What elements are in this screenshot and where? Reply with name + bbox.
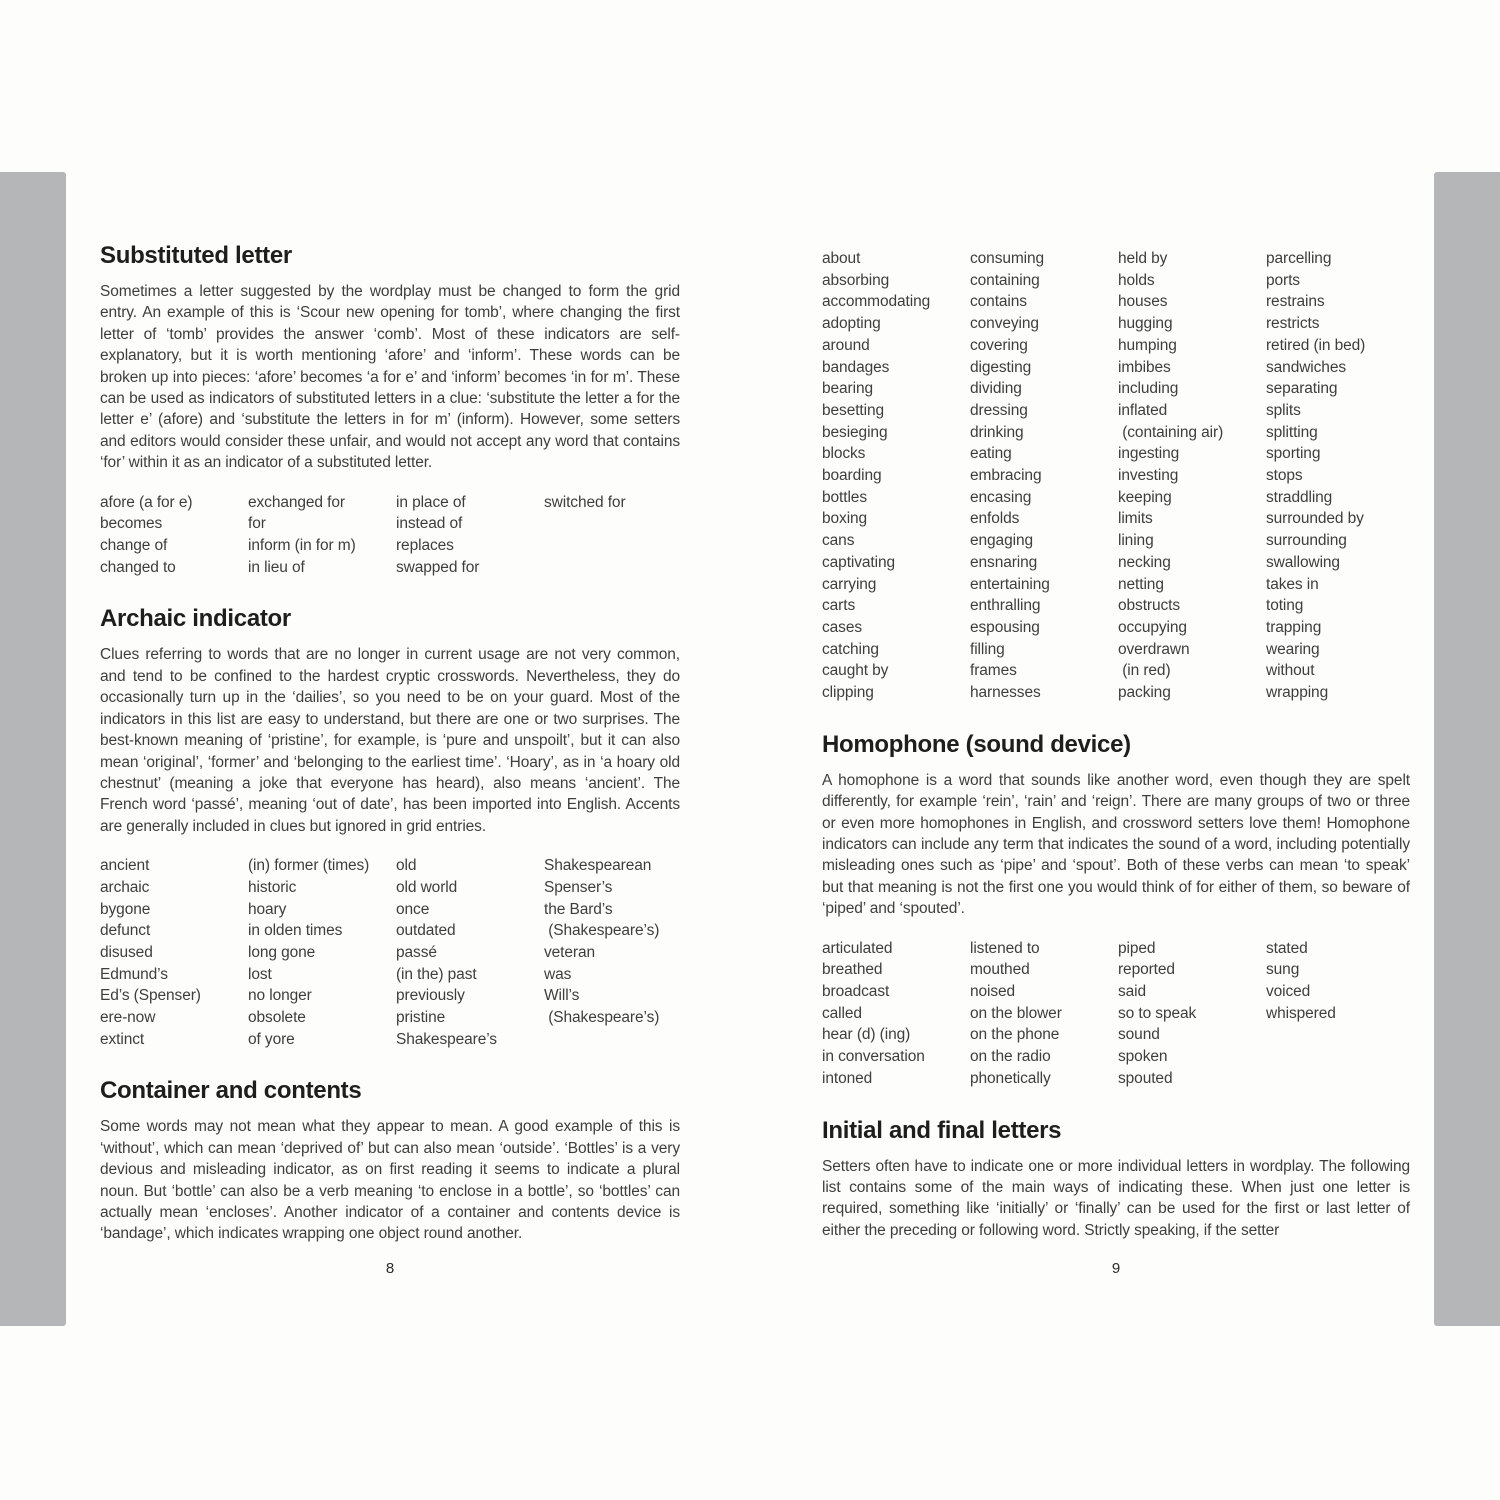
word-item: drinking bbox=[970, 423, 1024, 441]
word-list-homophone bbox=[822, 938, 1410, 1090]
word-item: no longer bbox=[248, 987, 312, 1005]
word-item: clipping bbox=[822, 684, 874, 702]
word-item: replaces bbox=[396, 537, 454, 555]
word-item: defunct bbox=[100, 922, 151, 940]
word-item: on the blower bbox=[970, 1004, 1062, 1022]
word-item: ports bbox=[1266, 271, 1300, 289]
word-item: (Shakespeare’s) bbox=[544, 922, 660, 940]
page-left bbox=[100, 242, 680, 1245]
word-item: obsolete bbox=[248, 1009, 306, 1027]
word-item: pristine bbox=[396, 1009, 446, 1027]
word-item: (containing air) bbox=[1118, 423, 1224, 441]
word-item: trapping bbox=[1266, 618, 1322, 636]
word-item: on the phone bbox=[970, 1026, 1060, 1044]
word-item: entertaining bbox=[970, 575, 1050, 593]
word-item: hugging bbox=[1118, 315, 1173, 333]
word-item: sung bbox=[1266, 961, 1300, 979]
word-item: holds bbox=[1118, 271, 1155, 289]
word-item: catching bbox=[822, 640, 879, 658]
word-list-column bbox=[1118, 938, 1266, 1090]
word-list-column bbox=[822, 248, 970, 704]
word-item: surrounded by bbox=[1266, 510, 1364, 528]
word-item: reported bbox=[1118, 961, 1175, 979]
word-item: said bbox=[1118, 983, 1147, 1001]
word-item: (in the) past bbox=[396, 965, 477, 983]
word-item: (Shakespeare’s) bbox=[544, 1009, 660, 1027]
word-item: spoken bbox=[1118, 1048, 1168, 1066]
word-item: embracing bbox=[970, 467, 1042, 485]
word-item: inflated bbox=[1118, 401, 1168, 419]
body-homophone: A homophone is a word that sounds like another word, even though they are spelt differently, for example ‘rein’, ‘rain’ and ‘reign’. There are many groups of two or three or even more homophones in English, and crossword setters love them! Homophone indicators can include any term that indicates the sound of a word, including potentially misleading ones such as ‘pipe’ and ‘spout’. Both of these verbs can mean ‘to speak’ but that meaning is not the first one you would think of for either of them, so beware of ‘piped’ and ‘spouted’. bbox=[822, 771, 1410, 918]
word-item: lost bbox=[248, 965, 272, 983]
word-item: filling bbox=[970, 640, 1005, 658]
word-item: cases bbox=[822, 618, 862, 636]
word-item: obstructs bbox=[1118, 597, 1180, 615]
word-item: sound bbox=[1118, 1026, 1160, 1044]
word-list-archaic-indicator bbox=[100, 855, 680, 1050]
word-item: retired (in bed) bbox=[1266, 336, 1366, 354]
word-item: exchanged for bbox=[248, 493, 345, 511]
word-item: takes in bbox=[1266, 575, 1319, 593]
word-item: so to speak bbox=[1118, 1004, 1197, 1022]
body-substituted-letter: Sometimes a letter suggested by the wordplay must be changed to form the grid entry. An example of this is ‘Scour new opening for tomb’, where changing the first letter of ‘tomb’ provides the answer ‘comb’. Most of these indicators are self-explanatory, but it is worth mentioning ‘afore’ and ‘inform’. These words can be broken up into pieces: ‘afore’ becomes ‘a for e’ and ‘inform’ becomes ‘in for m’. These can be used as indicators of substituted letters in a clue: ‘substitute the letter a for the letter e’ (afore) and ‘substitute the letters in for m’ (inform). However, some setters and editors would consider these unfair, and would not accept any word that contains ‘for’ within it as an indicator of a substituted letter. bbox=[100, 283, 680, 472]
word-item: investing bbox=[1118, 467, 1179, 485]
word-item: without bbox=[1266, 662, 1315, 680]
word-list-column bbox=[396, 855, 544, 1050]
word-item: swallowing bbox=[1266, 553, 1340, 571]
word-item: straddling bbox=[1266, 488, 1333, 506]
word-item: veteran bbox=[544, 943, 595, 961]
word-list-container-and-contents bbox=[822, 248, 1410, 704]
word-item: about bbox=[822, 250, 861, 267]
page-number-right: 9 bbox=[1111, 1260, 1121, 1277]
word-item: called bbox=[822, 1004, 862, 1022]
word-item: ingesting bbox=[1118, 445, 1180, 463]
word-item: listened to bbox=[970, 939, 1040, 957]
word-item: long gone bbox=[248, 943, 316, 961]
word-item: espousing bbox=[970, 618, 1040, 636]
word-item: harnesses bbox=[970, 684, 1041, 702]
word-item: captivating bbox=[822, 553, 896, 571]
word-item: previously bbox=[396, 987, 465, 1005]
word-item: Ed’s (Spenser) bbox=[100, 987, 201, 1005]
word-item: accommodating bbox=[822, 293, 931, 311]
body-archaic-indicator: Clues referring to words that are no longer in current usage are not very common, and tend to be confined to the hardest cryptic crosswords. Nevertheless, they do occasionally turn up in the ‘dailies’, so you need to be on your guard. Most of the indicators in this list are easy to understand, but there are one or two surprises. The best-known meaning of ‘pristine’, for example, is ‘pure and unspoilt’, but it can also mean ‘original’, ‘former’ and ‘belonging to the earliest time’. ‘Hoary’, as in ‘a hoary old chestnut’ (meaning a joke that everyone has heard), also means ‘ancient’. The French word ‘passé’, meaning ‘out of date’, has been imported into English. Accents are generally included in clues but ignored in grid entries. bbox=[100, 646, 680, 835]
word-item: absorbing bbox=[822, 271, 890, 289]
word-item: contains bbox=[970, 293, 1027, 311]
word-item: in olden times bbox=[248, 922, 343, 940]
word-item: afore (a for e) bbox=[100, 493, 193, 511]
word-item: encasing bbox=[970, 488, 1032, 506]
word-item: in lieu of bbox=[248, 558, 305, 576]
word-item: humping bbox=[1118, 336, 1177, 354]
word-item: Shakespeare’s bbox=[396, 1030, 497, 1048]
left-page-edge-bar bbox=[0, 172, 66, 1326]
word-item: (in) former (times) bbox=[248, 857, 370, 875]
heading-initial-and-final-letters: Initial and final letters bbox=[822, 1116, 1062, 1144]
word-item: Shakespearean bbox=[544, 857, 652, 875]
word-item: restrains bbox=[1266, 293, 1325, 311]
word-item: archaic bbox=[100, 878, 150, 896]
word-item: mouthed bbox=[970, 961, 1030, 979]
word-item: switched for bbox=[544, 493, 626, 511]
word-list-column bbox=[248, 492, 396, 579]
word-item: intoned bbox=[822, 1069, 873, 1087]
word-item: noised bbox=[970, 983, 1016, 1001]
word-item: digesting bbox=[970, 358, 1032, 376]
word-item: limits bbox=[1118, 510, 1153, 528]
word-item: around bbox=[822, 336, 870, 354]
word-list-column bbox=[100, 855, 248, 1050]
word-item: containing bbox=[970, 271, 1040, 289]
body-container-and-contents: Some words may not mean what they appear to mean. A good example of this is ‘without’, which can mean ‘deprived of’ but can also mean ‘outside’. ‘Bottles’ is a very devious and misleading indicator, as on first reading it seems to indicate a plural noun. But ‘bottle’ can also be a verb meaning ‘to enclose in a bottle’, so ‘bottles’ can actually mean ‘encloses’. Another indicator of a container and contents device is ‘bandage’, which indicates wrapping one object round another. bbox=[100, 1118, 680, 1243]
word-item: of yore bbox=[248, 1030, 295, 1048]
word-list-column bbox=[1266, 938, 1410, 1090]
word-item: broadcast bbox=[822, 983, 890, 1001]
word-item: besetting bbox=[822, 401, 885, 419]
word-item: surrounding bbox=[1266, 532, 1347, 550]
word-list-column bbox=[970, 938, 1118, 1090]
body-initial-and-final-letters: Setters often have to indicate one or more individual letters in wordplay. The following list contains some of the main ways of indicating these. When just one letter is required, something like ‘initially’ or ‘finally’ can be used for the first or last letter of either the preceding or following word. Strictly speaking, if the setter bbox=[822, 1157, 1410, 1239]
word-list-column bbox=[1118, 248, 1266, 704]
word-item: consuming bbox=[970, 250, 1045, 267]
word-item: bearing bbox=[822, 380, 874, 398]
word-list-column bbox=[544, 855, 680, 1050]
word-item: restricts bbox=[1266, 315, 1320, 333]
word-item: keeping bbox=[1118, 488, 1172, 506]
word-list-column bbox=[1266, 248, 1410, 704]
word-item: piped bbox=[1118, 939, 1156, 957]
word-item: carts bbox=[822, 597, 856, 615]
word-item: caught by bbox=[822, 662, 889, 680]
word-item: wrapping bbox=[1266, 684, 1329, 702]
word-item: conveying bbox=[970, 315, 1039, 333]
word-list-column bbox=[970, 248, 1118, 704]
word-item: becomes bbox=[100, 515, 163, 533]
page-right bbox=[822, 242, 1410, 1241]
word-item: necking bbox=[1118, 553, 1171, 571]
word-item: voiced bbox=[1266, 983, 1311, 1001]
word-item: in place of bbox=[396, 493, 466, 511]
word-item: houses bbox=[1118, 293, 1168, 311]
word-item: ensnaring bbox=[970, 553, 1038, 571]
word-item: ancient bbox=[100, 857, 150, 875]
word-item: adopting bbox=[822, 315, 881, 333]
word-item: stops bbox=[1266, 467, 1303, 485]
word-item: overdrawn bbox=[1118, 640, 1190, 658]
page-number-left: 8 bbox=[385, 1260, 395, 1277]
word-item: blocks bbox=[822, 445, 866, 463]
word-item: for bbox=[248, 515, 266, 533]
word-list-column bbox=[822, 938, 970, 1090]
word-item: disused bbox=[100, 943, 153, 961]
word-item: the Bard’s bbox=[544, 900, 613, 918]
word-item: toting bbox=[1266, 597, 1304, 615]
word-item: inform (in for m) bbox=[248, 537, 356, 555]
word-item: (in red) bbox=[1118, 662, 1171, 680]
heading-container-and-contents: Container and contents bbox=[100, 1077, 362, 1105]
word-item: splits bbox=[1266, 401, 1301, 419]
word-list-column bbox=[396, 492, 544, 579]
word-item: Spenser’s bbox=[544, 878, 613, 896]
word-item: articulated bbox=[822, 939, 893, 957]
word-item: held by bbox=[1118, 250, 1168, 267]
word-item: change of bbox=[100, 537, 168, 555]
word-item: carrying bbox=[822, 575, 877, 593]
word-item: swapped for bbox=[396, 558, 480, 576]
word-item: once bbox=[396, 900, 430, 918]
word-item: enfolds bbox=[970, 510, 1020, 528]
word-item: on the radio bbox=[970, 1048, 1051, 1066]
word-item: hear (d) (ing) bbox=[822, 1026, 911, 1044]
heading-archaic-indicator: Archaic indicator bbox=[100, 605, 291, 633]
word-item: dividing bbox=[970, 380, 1022, 398]
word-item: netting bbox=[1118, 575, 1164, 593]
right-page-edge-bar bbox=[1434, 172, 1500, 1326]
word-item: packing bbox=[1118, 684, 1171, 702]
word-item: breathed bbox=[822, 961, 883, 979]
word-item: occupying bbox=[1118, 618, 1187, 636]
word-item: old world bbox=[396, 878, 458, 896]
word-list-column bbox=[100, 492, 248, 579]
word-item: Will’s bbox=[544, 987, 580, 1005]
word-item: cans bbox=[822, 532, 855, 550]
heading-homophone: Homophone (sound device) bbox=[822, 730, 1131, 758]
word-item: passé bbox=[396, 943, 437, 961]
heading-substituted-letter: Substituted letter bbox=[100, 242, 292, 269]
word-item: bottles bbox=[822, 488, 867, 506]
word-item: old bbox=[396, 857, 417, 875]
word-item: was bbox=[544, 965, 572, 983]
word-list-column bbox=[544, 492, 680, 579]
word-item: whispered bbox=[1266, 1004, 1336, 1022]
word-item: parcelling bbox=[1266, 250, 1332, 267]
word-item: extinct bbox=[100, 1030, 145, 1048]
word-item: enthralling bbox=[970, 597, 1041, 615]
word-item: bygone bbox=[100, 900, 151, 918]
word-item: Edmund’s bbox=[100, 965, 168, 983]
word-item: instead of bbox=[396, 515, 463, 533]
word-item: besieging bbox=[822, 423, 888, 441]
word-item: boxing bbox=[822, 510, 868, 528]
word-item: hoary bbox=[248, 900, 287, 918]
word-item: lining bbox=[1118, 532, 1154, 550]
word-item: stated bbox=[1266, 939, 1308, 957]
word-item: changed to bbox=[100, 558, 176, 576]
word-item: imbibes bbox=[1118, 358, 1171, 376]
word-item: covering bbox=[970, 336, 1028, 354]
word-item: boarding bbox=[822, 467, 882, 485]
word-item: including bbox=[1118, 380, 1179, 398]
word-item: separating bbox=[1266, 380, 1338, 398]
word-item: wearing bbox=[1266, 640, 1320, 658]
word-item: phonetically bbox=[970, 1069, 1051, 1087]
word-item: sporting bbox=[1266, 445, 1321, 463]
word-item: dressing bbox=[970, 401, 1028, 419]
word-item: ere-now bbox=[100, 1009, 156, 1027]
word-item: eating bbox=[970, 445, 1012, 463]
word-item: bandages bbox=[822, 358, 890, 376]
word-item: historic bbox=[248, 878, 297, 896]
word-item: sandwiches bbox=[1266, 358, 1346, 376]
word-item: splitting bbox=[1266, 423, 1318, 441]
word-item: engaging bbox=[970, 532, 1033, 550]
word-item: spouted bbox=[1118, 1069, 1173, 1087]
word-item: outdated bbox=[396, 922, 456, 940]
word-item: frames bbox=[970, 662, 1017, 680]
word-list-column bbox=[248, 855, 396, 1050]
word-item: in conversation bbox=[822, 1048, 925, 1066]
word-list-substituted-letter bbox=[100, 492, 680, 579]
